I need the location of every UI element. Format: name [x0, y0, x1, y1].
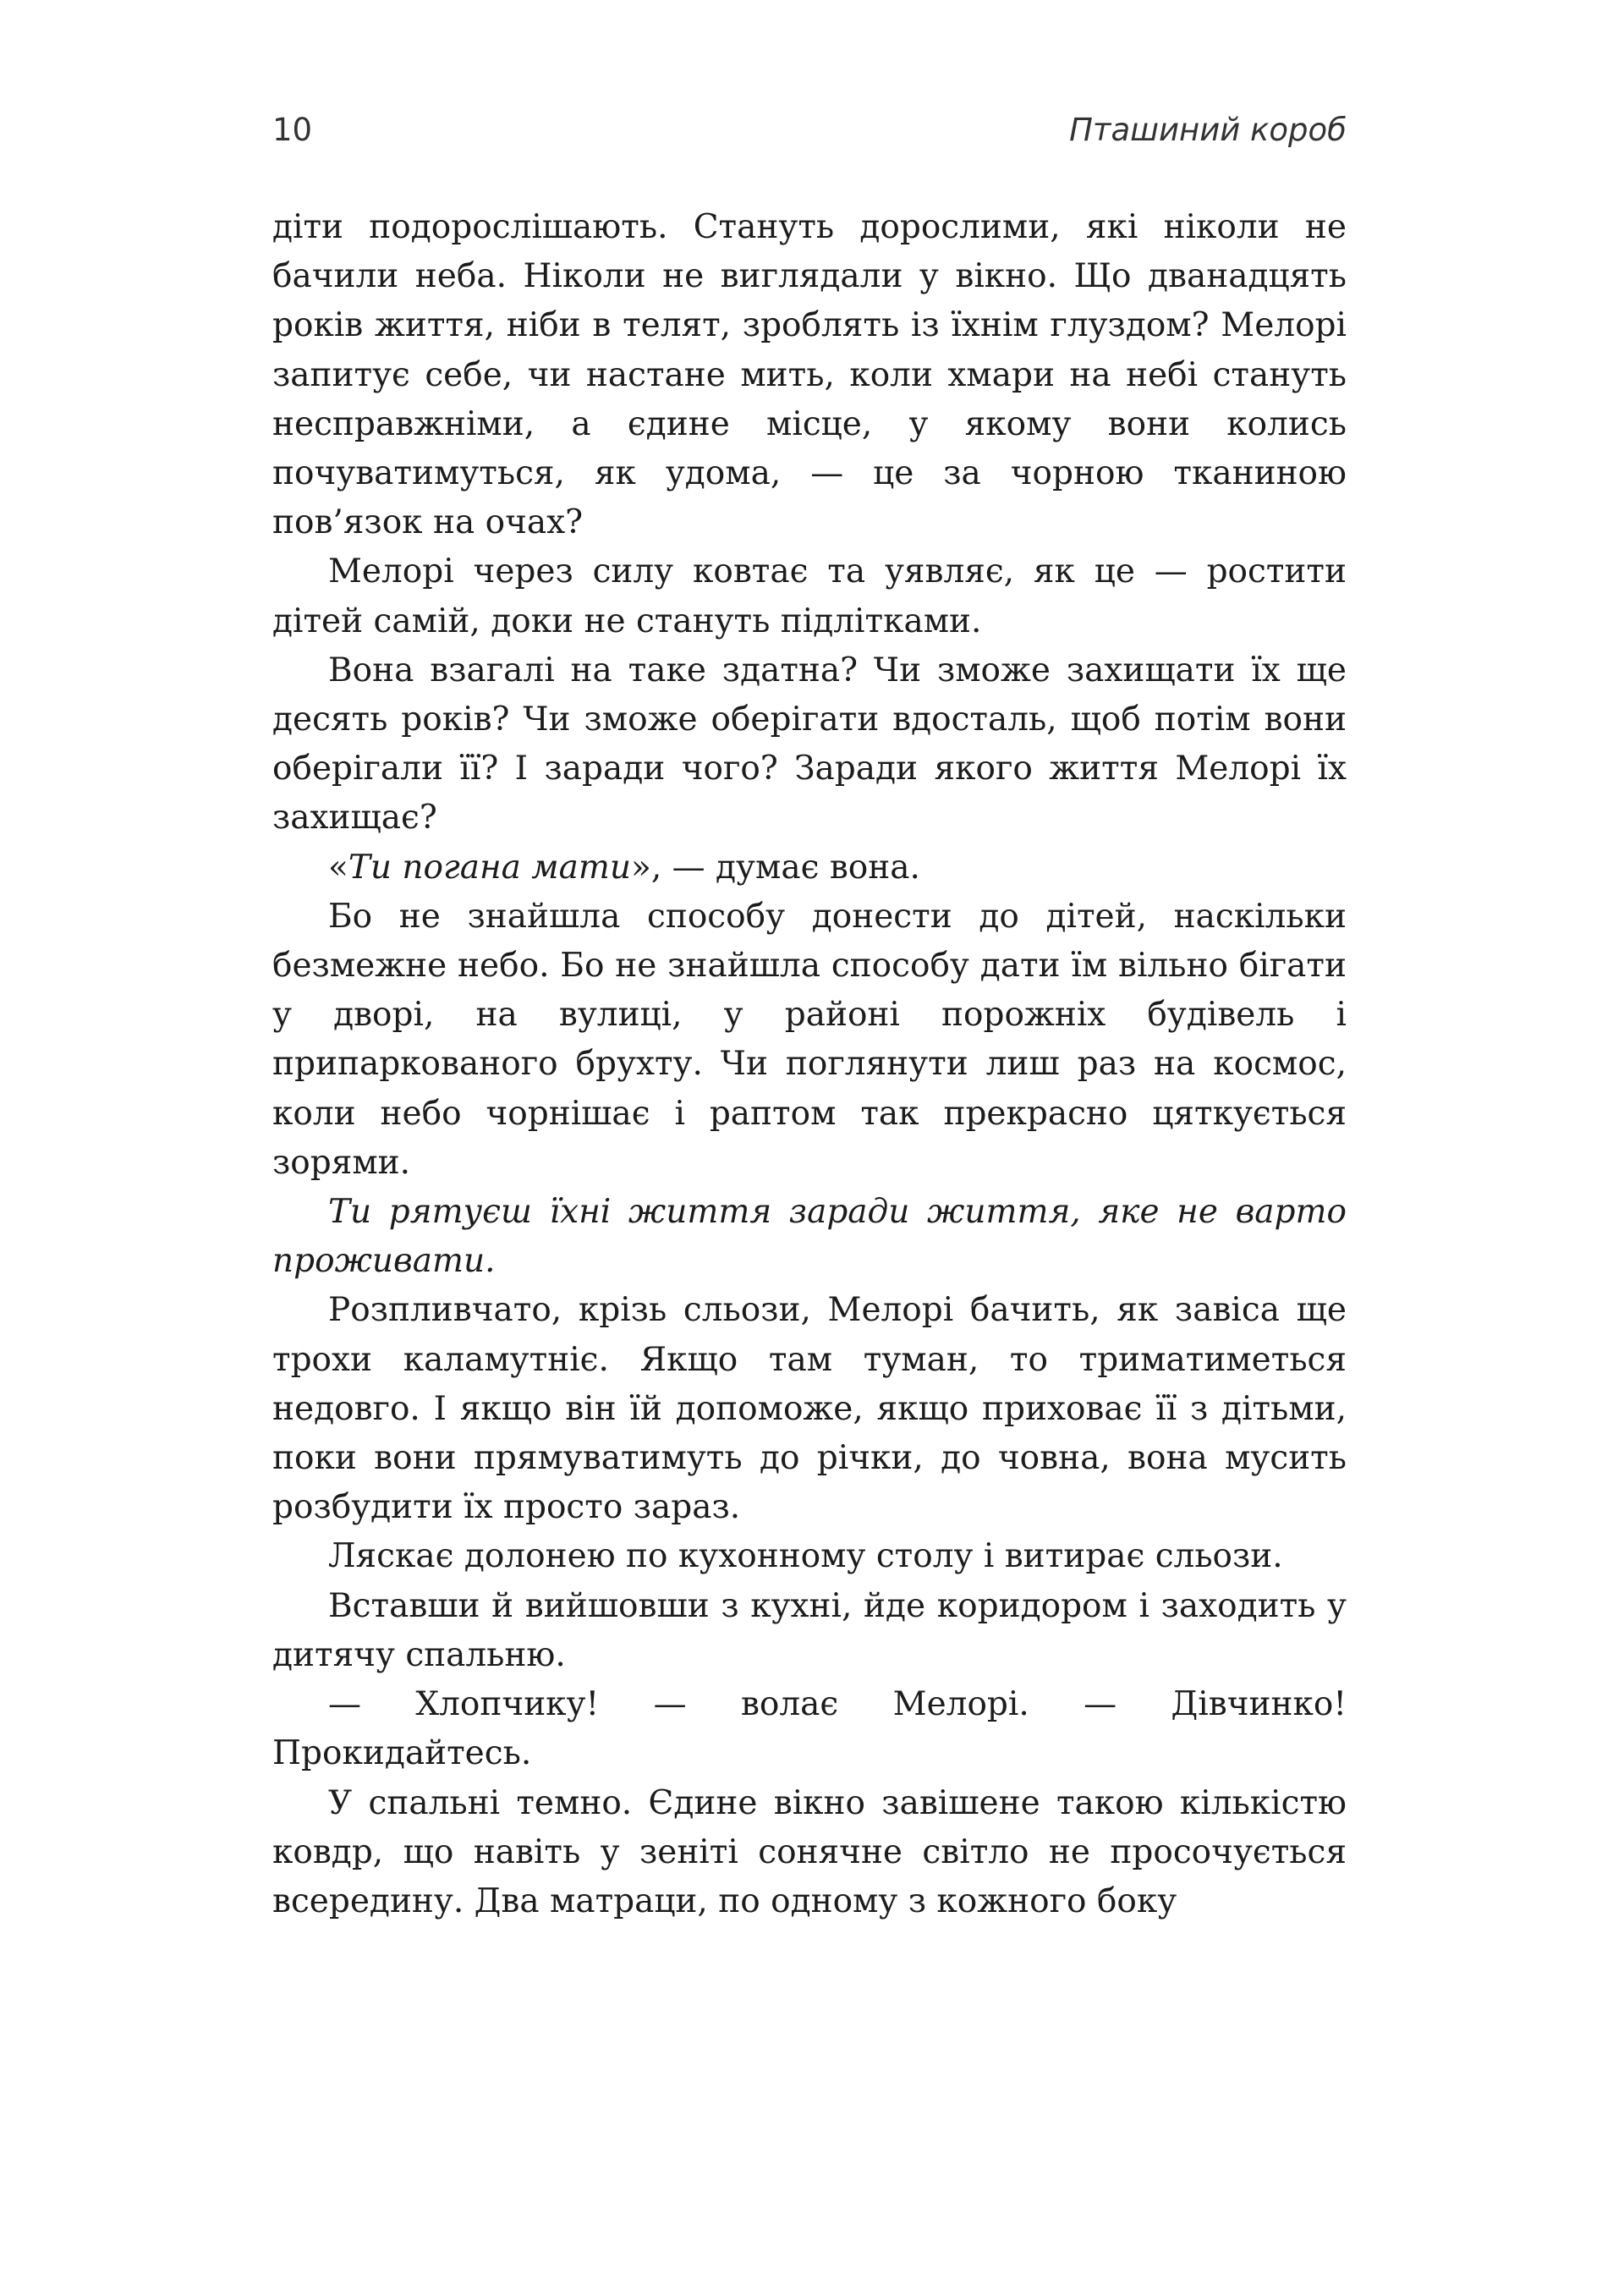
running-title: Пташиний короб — [1069, 112, 1347, 148]
paragraph: У спальні темно. Єдине вікно завішене такою кількістю ковдр, що навіть у зеніті сонячне світло не просочується всередину. Два матраци, по одному з кожного боку — [272, 1783, 1347, 1920]
italic-quote: Ти погана мати — [348, 848, 631, 887]
quote-attribution: », — думає вона. — [630, 848, 920, 887]
paragraph: Вона взагалі на таке здатна? Чи зможе захищати їх ще десять років? Чи зможе оберігати вдосталь, щоб потім вони оберігали її? І заради чого? Заради якого життя Мелорі їх захищає? — [272, 651, 1347, 838]
paragraph-italic — [272, 1188, 1347, 1286]
paragraph: Ляскає долонею по кухонному столу і витирає сльози. — [328, 1537, 1283, 1576]
paragraph: діти подорослішають. Стануть дорослими, які ніколи не бачили неба. Ніколи не виглядали у вікно. Що дванадцять років життя, ніби в телят, зроблять із їхнім глуздом? Мелорі запитує себе, чи настане мить, коли хмари на небі стануть несправжніми, а єдине місце, у якому вони колись почуватимуться, як удома, — це за чорною тканиною пов’язок на очах? — [272, 208, 1347, 542]
paragraph: — Хлопчику! — волає Мелорі. — Дівчинко! Прокидайтесь. — [272, 1685, 1347, 1773]
italic-thought: Ти рятуєш їхні життя заради життя, яке не варто проживати. — [272, 1193, 1347, 1281]
paragraph: Бо не знайшла способу донести до дітей, наскільки безмежне небо. Бо не знайшла способу дати їм вільно бігати у дворі, на вулиці, у районі порожніх будівель і припаркованого брухту. Чи поглянути лиш раз на космос, коли небо чорнішає і раптом так прекрасно цяткується зорями. — [272, 897, 1347, 1182]
paragraph: Мелорі через силу ковтає та уявляє, як це — ростити дітей самій, доки не стануть підлітками. — [272, 552, 1347, 640]
page-header — [272, 112, 1347, 162]
body-text — [272, 203, 1347, 1926]
paragraph: Розпливчато, крізь сльози, Мелорі бачить, як завіса ще трохи каламутніє. Якщо там туман, то триматиметься недовго. І якщо він їй допоможе, якщо приховає її з дітьми, поки вони прямуватимуть до річки, до човна, вона мусить розбудити їх просто зараз. — [272, 1291, 1347, 1527]
page-number: 10 — [272, 112, 313, 148]
paragraph: Вставши й вийшовши з кухні, йде коридором і заходить у дитячу спальню. — [272, 1586, 1347, 1674]
paragraph-quote: «Ти погана мати», — думає вона. — [328, 848, 920, 887]
